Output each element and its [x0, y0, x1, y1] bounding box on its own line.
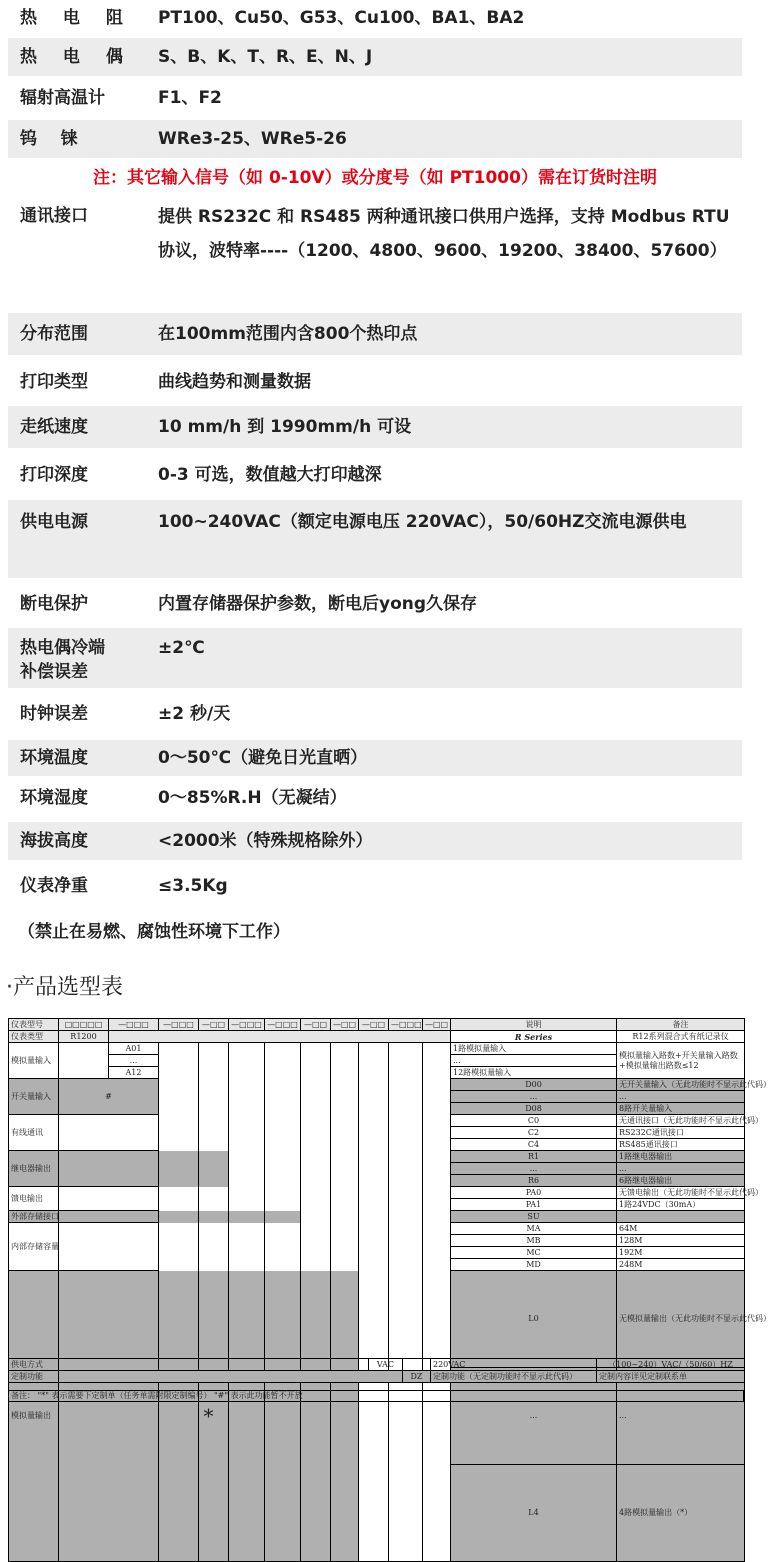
series-logo: R Series — [451, 1031, 617, 1043]
table-cell: L0 — [451, 1271, 617, 1368]
spec-row — [8, 500, 742, 578]
table-cell: 248M — [617, 1259, 745, 1271]
table-cell: 仪表类型 — [9, 1031, 59, 1043]
table-cell: 128M — [617, 1235, 745, 1247]
table-cell: 无通讯接口（无此功能时不显示此代码） — [617, 1115, 745, 1127]
header-cell: —□□□ — [159, 1019, 199, 1031]
table-cell: SU — [451, 1211, 617, 1223]
table-cell: MC — [451, 1247, 617, 1259]
spec-label: 打印类型 — [20, 372, 88, 392]
table-cell: PA1 — [451, 1199, 617, 1211]
table-cell — [59, 1043, 109, 1079]
spec-label: 供电电源 — [20, 512, 88, 532]
table-cell: 外部存储接口 — [9, 1211, 59, 1223]
table-cell: 220VAC — [431, 1359, 597, 1371]
spec-row — [8, 82, 742, 116]
spec-value: 10 mm/h 到 1990mm/h 可设 — [158, 417, 412, 437]
spec-row — [8, 870, 742, 904]
spec-label: 分布范围 — [20, 324, 88, 344]
header-cell: —□□ — [199, 1019, 229, 1031]
table-cell — [59, 1151, 229, 1187]
header-cell: —□□□ — [229, 1019, 265, 1031]
header-cell: 备注 — [617, 1019, 745, 1031]
header-cell: —□□□ — [389, 1019, 423, 1031]
spec-value: 内置存储器保护参数，断电后yong久保存 — [158, 594, 478, 614]
spec-label: 走纸速度 — [20, 417, 88, 437]
table-row — [9, 1371, 745, 1383]
table-cell: A01 — [109, 1043, 159, 1055]
table-cell: 有线通讯 — [9, 1115, 59, 1151]
table-cell: C2 — [451, 1127, 617, 1139]
table-row — [9, 1359, 745, 1371]
header-cell: —□□□ — [109, 1019, 159, 1031]
header-cell: 说明 — [451, 1019, 617, 1031]
table-cell: 192M — [617, 1247, 745, 1259]
table-cell: ... — [617, 1091, 745, 1103]
table-cell: R6 — [451, 1175, 617, 1187]
table-cell — [423, 1043, 451, 1562]
table-cell: 1路模拟量输入 — [451, 1043, 617, 1055]
table-cell: 12路模拟量输入 — [451, 1067, 617, 1079]
table-cell: ... — [451, 1163, 617, 1175]
table-cell: 馈电输出 — [9, 1187, 59, 1211]
spec-row — [8, 459, 742, 493]
red-note: 注：其它输入信号（如 0-10V）或分度号（如 PT1000）需在订货时注明 — [93, 168, 657, 188]
table-cell: 内部存储容量 — [9, 1223, 59, 1271]
spec-value: F1、F2 — [158, 88, 222, 108]
spec-label: 时钟误差 — [20, 704, 88, 724]
table-cell — [389, 1043, 423, 1562]
spec-label: 辐射高温计 — [20, 88, 105, 108]
table-cell: R1 — [451, 1151, 617, 1163]
table-cell: 定制内容详见定制联系单 — [597, 1371, 745, 1383]
tail-note: （禁止在易燃、腐蚀性环境下工作） — [18, 922, 290, 942]
header-cell: —□□ — [331, 1019, 359, 1031]
table-cell: 定制功能（无定制功能时不显示此代码） — [431, 1371, 597, 1383]
header-cell: —□□ — [301, 1019, 331, 1031]
spec-value: 100~240VAC（额定电源电压 220VAC），50/60HZ交流电源供电 — [158, 512, 687, 532]
table-cell: A12 — [109, 1067, 159, 1079]
table-cell: DZ — [403, 1371, 431, 1383]
table-cell: 无开关量输入（无此功能时不显示此代码） — [617, 1079, 745, 1091]
table-cell: 8路开关量输入 — [617, 1103, 745, 1115]
table-cell: * — [59, 1271, 359, 1562]
table-cell: ... — [617, 1163, 745, 1175]
table-cell: 1路24VDC（30mA） — [617, 1199, 745, 1211]
table-cell: 4路模拟量输出（*） — [617, 1465, 745, 1562]
section-title: ·产品选型表 — [6, 975, 123, 1000]
table-cell — [403, 1359, 431, 1371]
spec-value: ±2 秒/天 — [158, 704, 231, 724]
header-cell: 仪表型号 — [9, 1019, 59, 1031]
table-row — [9, 1043, 745, 1055]
table-cell: 模拟量输出 — [9, 1271, 59, 1562]
table-cell: 模拟量输入路数+开关量输入路数+模拟量输出路数≤12 — [617, 1043, 745, 1079]
table-cell — [59, 1211, 301, 1223]
table-cell: ... — [451, 1055, 617, 1067]
table-cell: 6路继电器输出 — [617, 1175, 745, 1187]
table-cell: 无模拟量输出（无此功能时不显示此代码） — [617, 1271, 745, 1368]
table-cell: RS232C通讯接口 — [617, 1127, 745, 1139]
table-cell: R12系列混合式有纸记录仪 — [617, 1031, 745, 1043]
table-cell: PA0 — [451, 1187, 617, 1199]
spec-value: 0-3 可选，数值越大打印越深 — [158, 465, 382, 485]
spec-label: 环境湿度 — [20, 788, 88, 808]
table-cell: # — [59, 1079, 159, 1115]
spec-value: ±2℃ — [158, 638, 205, 658]
table-cell: ... — [451, 1091, 617, 1103]
spec-value: 提供 RS232C 和 RS485 两种通讯接口供用户选择，支持 Modbus RTU协议，波特率----（1200、4800、9600、19200、38400、57600） — [158, 207, 730, 261]
spec-label: 钨 铼 — [20, 129, 78, 149]
table-cell: 模拟量输入 — [9, 1043, 59, 1079]
spec-value: <2000米（特殊规格除外） — [158, 831, 373, 851]
spec-row — [8, 698, 742, 732]
header-cell: □□□□□ — [59, 1019, 109, 1031]
table-cell: ... — [617, 1368, 745, 1465]
spec-row — [8, 782, 742, 816]
spec-value: 0～50℃（避免日光直晒） — [158, 748, 368, 768]
spec-value: S、B、K、T、R、E、N、J — [158, 47, 373, 67]
table-cell: 1路继电器输出 — [617, 1151, 745, 1163]
spec-row — [8, 628, 742, 688]
spec-label: 海拔高度 — [20, 831, 88, 851]
table-cell: （100~240）VAC/（50/60）HZ — [597, 1359, 745, 1371]
table-cell: VAC — [369, 1359, 403, 1371]
table-cell — [59, 1223, 331, 1271]
table-cell: MA — [451, 1223, 617, 1235]
spec-row — [8, 2, 742, 34]
table-cell — [59, 1371, 403, 1383]
selection-table — [8, 1018, 771, 1562]
spec-value: 0～85%R.H（无凝结） — [158, 788, 347, 808]
spec-value: PT100、Cu50、G53、Cu100、BA1、BA2 — [158, 8, 525, 28]
header-cell: —□□ — [359, 1019, 389, 1031]
table-header-row — [9, 1019, 745, 1031]
table-footnote: 备注： "*" 表示需要下定制单（任务单需附限定制编号） "#" 表示此功能暂不开放 — [8, 1390, 744, 1402]
table-cell: 无馈电输出（无此功能时不显示此代码） — [617, 1187, 745, 1199]
table-cell: D08 — [451, 1103, 617, 1115]
table-cell: 64M — [617, 1223, 745, 1235]
spec-row — [8, 740, 742, 776]
table-cell — [59, 1115, 199, 1151]
spec-row — [8, 38, 742, 76]
spec-label: 仪表净重 — [20, 876, 88, 896]
spec-label: 热 电 偶 — [20, 47, 133, 67]
spec-row — [8, 588, 742, 622]
table-cell: C0 — [451, 1115, 617, 1127]
table-cell — [59, 1359, 369, 1371]
table-cell — [59, 1187, 265, 1211]
spec-label: 热电偶冷端补偿误差 — [20, 638, 105, 682]
table-cell: R1200 — [59, 1031, 109, 1043]
spec-row — [8, 200, 742, 306]
spec-value: WRe3-25、WRe5-26 — [158, 129, 347, 149]
table-cell: C4 — [451, 1139, 617, 1151]
spec-row — [8, 822, 742, 860]
spec-row — [8, 120, 742, 158]
table-cell: MD — [451, 1259, 617, 1271]
spec-label: 环境温度 — [20, 748, 88, 768]
table-cell: 供电方式 — [9, 1359, 59, 1371]
header-cell: —□□ — [423, 1019, 451, 1031]
spec-row — [8, 313, 742, 355]
header-cell: —□□□ — [265, 1019, 301, 1031]
spec-label: 断电保护 — [20, 594, 88, 614]
spec-row — [8, 366, 742, 400]
table-cell: 定制功能 — [9, 1371, 59, 1383]
spec-label: 通讯接口 — [20, 206, 88, 226]
table-cell: RS485通讯接口 — [617, 1139, 745, 1151]
table-cell — [109, 1031, 451, 1043]
table-cell: 开关量输入 — [9, 1079, 59, 1115]
table-cell: L4 — [451, 1465, 617, 1562]
table-cell — [359, 1043, 389, 1562]
spec-value: 曲线趋势和测量数据 — [158, 372, 311, 392]
table-cell — [617, 1211, 745, 1223]
spec-value: ≤3.5Kg — [158, 876, 228, 896]
spec-label: 打印深度 — [20, 465, 88, 485]
spec-label: 热 电 阻 — [20, 8, 133, 28]
table-cell: ... — [451, 1368, 617, 1465]
table-row — [9, 1031, 745, 1043]
spec-value: 在100mm范围内含800个热印点 — [158, 324, 418, 344]
selection-table-footer — [8, 1358, 745, 1383]
table-cell: ... — [109, 1055, 159, 1067]
table-cell: MB — [451, 1235, 617, 1247]
table-cell: D00 — [451, 1079, 617, 1091]
table-cell: 继电器输出 — [9, 1151, 59, 1187]
spec-row — [8, 406, 742, 448]
